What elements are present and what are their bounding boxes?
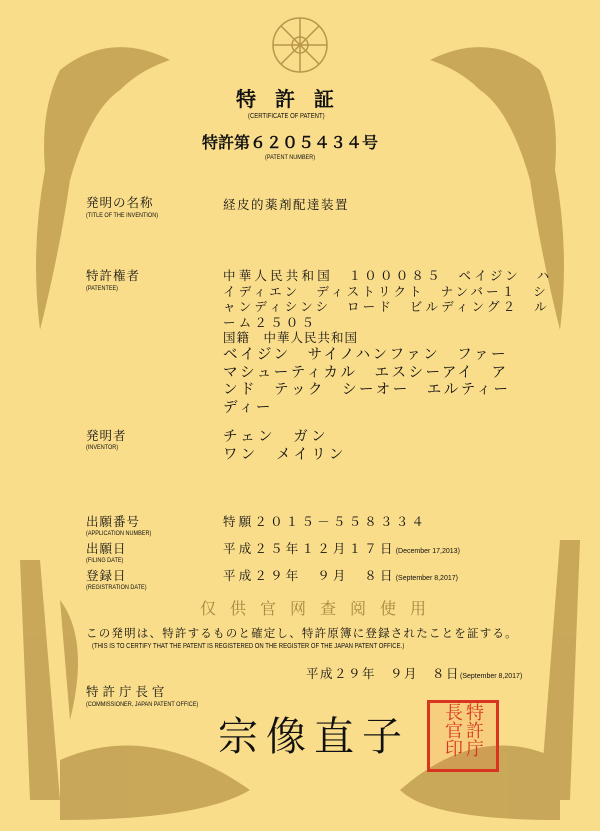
inventor-name: ワン メイリン — [223, 447, 347, 463]
issue-date-en: (September 8,2017) — [460, 673, 523, 680]
issue-date-jp: 平成２９年 ９月 ８日 — [306, 666, 461, 681]
filing-date-en: (December 17,2013) — [395, 548, 460, 555]
invention-title: 経皮的薬剤配達装置 — [223, 197, 350, 212]
certification-statement-en: (THIS IS TO CERTIFY THAT THE PATENT IS REGISTERED ON THE REGISTER OF THE JAPAN PATENT OFFICE.) — [92, 643, 405, 650]
certification-statement: この発明は、特許するものと確定し、特許原簿に登録されたことを証する。 — [86, 626, 518, 640]
filing-date-label: 出願日 — [86, 541, 127, 556]
seal-text: 特許庁長官印 — [442, 703, 484, 757]
registration-date-label: 登録日 — [86, 568, 127, 583]
invention-label-en: (TITLE OF THE INVENTION) — [86, 212, 159, 219]
address-line: イディエン ディストリクト ナンバー１ シ — [223, 283, 549, 299]
patent-number-en: (PATENT NUMBER) — [265, 154, 316, 161]
registration-date — [223, 568, 458, 587]
application-number: 特願２０１５－５５８３３４ — [223, 514, 428, 529]
patentee-label: 特許権者 — [86, 268, 141, 283]
patent-number: 特許第６２０５４３４号 — [202, 133, 379, 152]
certificate-title: 特 許 証 — [236, 87, 340, 111]
nationality: 国籍 中華人民共和国 — [223, 330, 359, 345]
issue-date — [306, 666, 522, 685]
inventor-label: 発明者 — [86, 428, 127, 443]
registration-date-en: (September 8,2017) — [395, 575, 458, 582]
inventor-name: チェン ガン — [223, 429, 329, 445]
commissioner-signature: 宗像直子 — [218, 714, 410, 760]
chrysanthemum-emblem-icon — [273, 18, 327, 72]
company-line: ディー — [223, 399, 273, 416]
commissioner-title: 特 許 庁 長 官 — [86, 684, 165, 699]
official-seal — [427, 700, 499, 772]
certificate-title-en: (CERTIFICATE OF PATENT) — [248, 113, 325, 120]
filing-date-label-en: (FILING DATE) — [86, 557, 124, 564]
registration-date-jp: 平成２９年 ９月 ８日 — [223, 568, 396, 583]
filing-date-jp: 平成２５年１２月１７日 — [223, 541, 396, 556]
commissioner-title-en: (COMMISSIONER, JAPAN PATENT OFFICE) — [86, 701, 199, 708]
patentee-label-en: (PATENTEE) — [86, 285, 119, 292]
registration-date-label-en: (REGISTRATION DATE) — [86, 584, 147, 591]
invention-label: 発明の名称 — [86, 195, 154, 210]
patentee-company — [223, 347, 511, 417]
application-number-label-en: (APPLICATION NUMBER) — [86, 530, 152, 537]
application-number-label: 出願番号 — [86, 514, 141, 529]
address-line: 中華人民共和国 １０００８５ ベイジン ハ — [223, 268, 553, 283]
filing-date — [223, 541, 460, 560]
watermark: 仅供官网查阅使用 — [200, 599, 441, 618]
company-line: マシューティカル エスシーアイ ア — [223, 364, 509, 381]
company-line: ベイジン サイノハンファン ファー — [223, 347, 509, 363]
patentee-address — [223, 268, 552, 346]
inventor-list — [223, 428, 347, 464]
inventor-label-en: (INVENTOR) — [86, 444, 119, 451]
company-line: ンド テック シーオー エルティー — [223, 382, 511, 398]
address-line: ーム２５０５ — [223, 314, 318, 330]
address-line: ャンディシンシ ロード ビルディング２ ル — [223, 299, 550, 314]
